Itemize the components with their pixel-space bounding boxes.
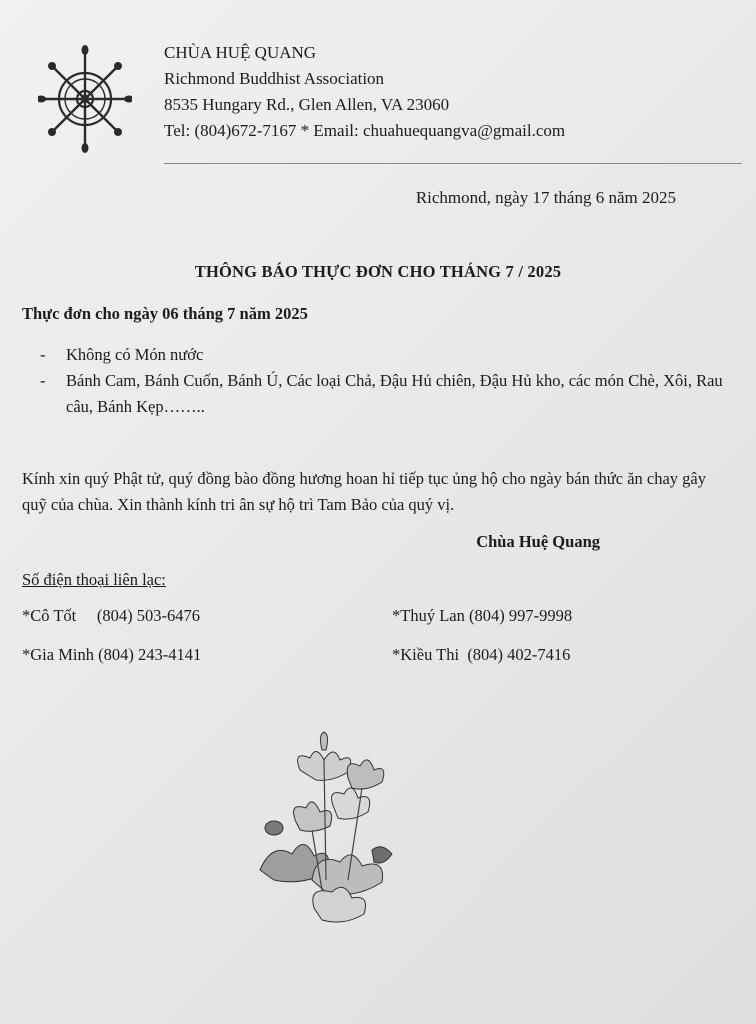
header-divider bbox=[164, 163, 742, 164]
dharma-wheel-icon bbox=[38, 42, 132, 156]
temple-name: CHÙA HUỆ QUANG bbox=[164, 43, 317, 62]
lotus-flowers-icon bbox=[252, 730, 412, 926]
dash-bullet: - bbox=[40, 371, 46, 390]
dash-bullet: - bbox=[40, 345, 46, 364]
list-item bbox=[40, 342, 740, 368]
date-line: Richmond, ngày 17 tháng 6 năm 2025 bbox=[415, 188, 676, 207]
menu-list bbox=[40, 342, 740, 420]
letterhead bbox=[164, 40, 565, 144]
association-name: Richmond Buddhist Association bbox=[164, 69, 385, 88]
contacts-label: Số điện thoại liên lạc: bbox=[22, 570, 166, 589]
contact-entry: *Cô Tốt (804) 503-6476 bbox=[22, 606, 200, 625]
list-item bbox=[40, 368, 740, 420]
body-paragraph: Kính xin quý Phật tử, quý đồng bào đồng hương hoan hỉ tiếp tục ủng hộ cho ngày bán thức ăn chay gây quỹ của chùa. Xin thành kính tri ân sự hộ trì Tam Bảo của quý vị. bbox=[22, 469, 706, 514]
signature: Chùa Huệ Quang bbox=[476, 532, 600, 551]
contact-entry: *Gia Minh (804) 243-4141 bbox=[22, 645, 202, 664]
contact-line: Tel: (804)672-7167 * Email: chuahuequangva@gmail.com bbox=[164, 121, 566, 140]
menu-item-text: Bánh Cam, Bánh Cuốn, Bánh Ú, Các loại Chả, Đậu Hủ chiên, Đậu Hủ kho, các món Chè, Xôi, Rau câu, Bánh Kẹp…….. bbox=[66, 371, 723, 416]
contact-entry: *Kiều Thi (804) 402-7416 bbox=[392, 645, 571, 664]
address: 8535 Hungary Rd., Glen Allen, VA 23060 bbox=[164, 95, 450, 114]
contact-entry: *Thuý Lan (804) 997-9998 bbox=[392, 606, 573, 625]
page-title: THÔNG BÁO THỰC ĐƠN CHO THÁNG 7 / 2025 bbox=[194, 262, 562, 281]
menu-date-heading: Thực đơn cho ngày 06 tháng 7 năm 2025 bbox=[22, 304, 308, 323]
menu-item-text: Không có Món nước bbox=[66, 345, 204, 364]
